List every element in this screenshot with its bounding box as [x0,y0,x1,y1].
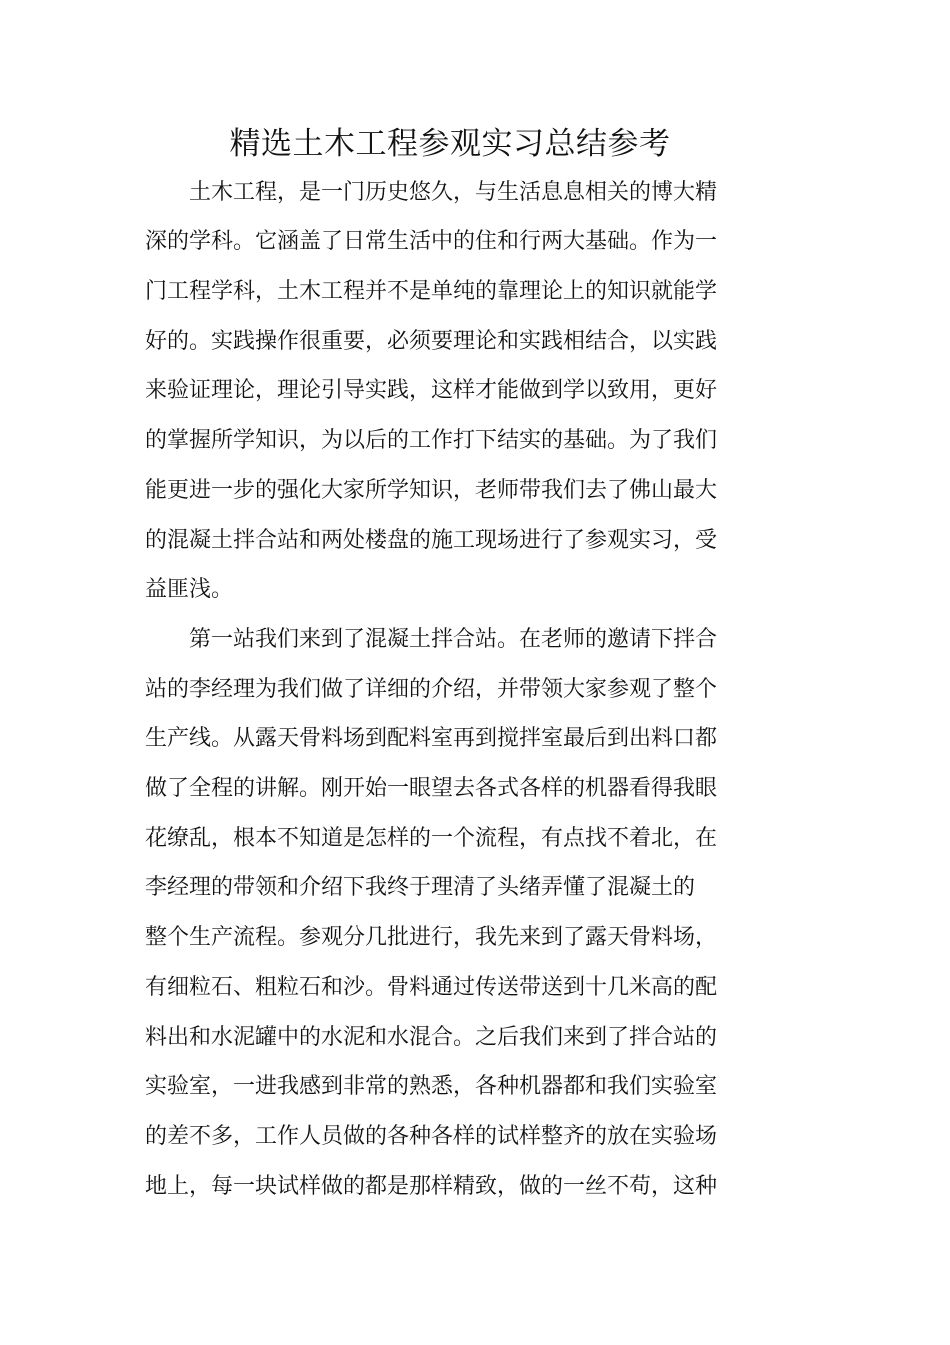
paragraph-1-line: 来验证理论，理论引导实践，这样才能做到学以致用，更好 [145,378,718,403]
paragraph-2-line: 有细粒石、粗粒石和沙。骨料通过传送带送到十几米高的配 [145,975,718,1000]
paragraph-1-line: 的掌握所学知识，为以后的工作打下结实的基础。为了我们 [145,428,718,453]
paragraph-2-line: 地上，每一块试样做的都是那样精致，做的一丝不苟，这种 [145,1174,718,1199]
paragraph-1-line: 的混凝土拌合站和两处楼盘的施工现场进行了参观实习，受 [145,528,718,553]
paragraph-2-line: 料出和水泥罐中的水泥和水混合。之后我们来到了拌合站的 [145,1025,718,1050]
paragraph-2-line: 的差不多，工作人员做的各种各样的试样整齐的放在实验场 [145,1124,718,1149]
document-title: 精选土木工程参观实习总结参考 [229,126,671,162]
paragraph-2-line: 第一站我们来到了混凝土拌合站。在老师的邀请下拌合 [145,627,718,652]
paragraph-2-line: 整个生产流程。参观分几批进行，我先来到了露天骨料场， [145,925,718,950]
paragraph-2-line: 实验室，一进我感到非常的熟悉，各种机器都和我们实验室 [145,1074,718,1099]
paragraph-2-line: 花缭乱，根本不知道是怎样的一个流程，有点找不着北，在 [145,826,718,851]
paragraph-1-line: 好的。实践操作很重要，必须要理论和实践相结合，以实践 [145,329,718,354]
paragraph-2-line: 做了全程的讲解。刚开始一眼望去各式各样的机器看得我眼 [145,776,718,801]
paragraph-1-line: 土木工程，是一门历史悠久，与生活息息相关的博大精 [145,180,718,205]
paragraph-1-line: 门工程学科，土木工程并不是单纯的靠理论上的知识就能学 [145,279,718,304]
paragraph-1-line: 益匪浅。 [145,577,234,602]
paragraph-1-line: 深的学科。它涵盖了日常生活中的住和行两大基础。作为一 [145,229,718,254]
paragraph-2-line: 李经理的带领和介绍下我终于理清了头绪弄懂了混凝土的 [145,875,696,900]
paragraph-2-line: 生产线。从露天骨料场到配料室再到搅拌室最后到出料口都 [145,726,718,751]
paragraph-1-line: 能更进一步的强化大家所学知识，老师带我们去了佛山最大 [145,478,718,503]
paragraph-2-line: 站的李经理为我们做了详细的介绍，并带领大家参观了整个 [145,677,718,702]
